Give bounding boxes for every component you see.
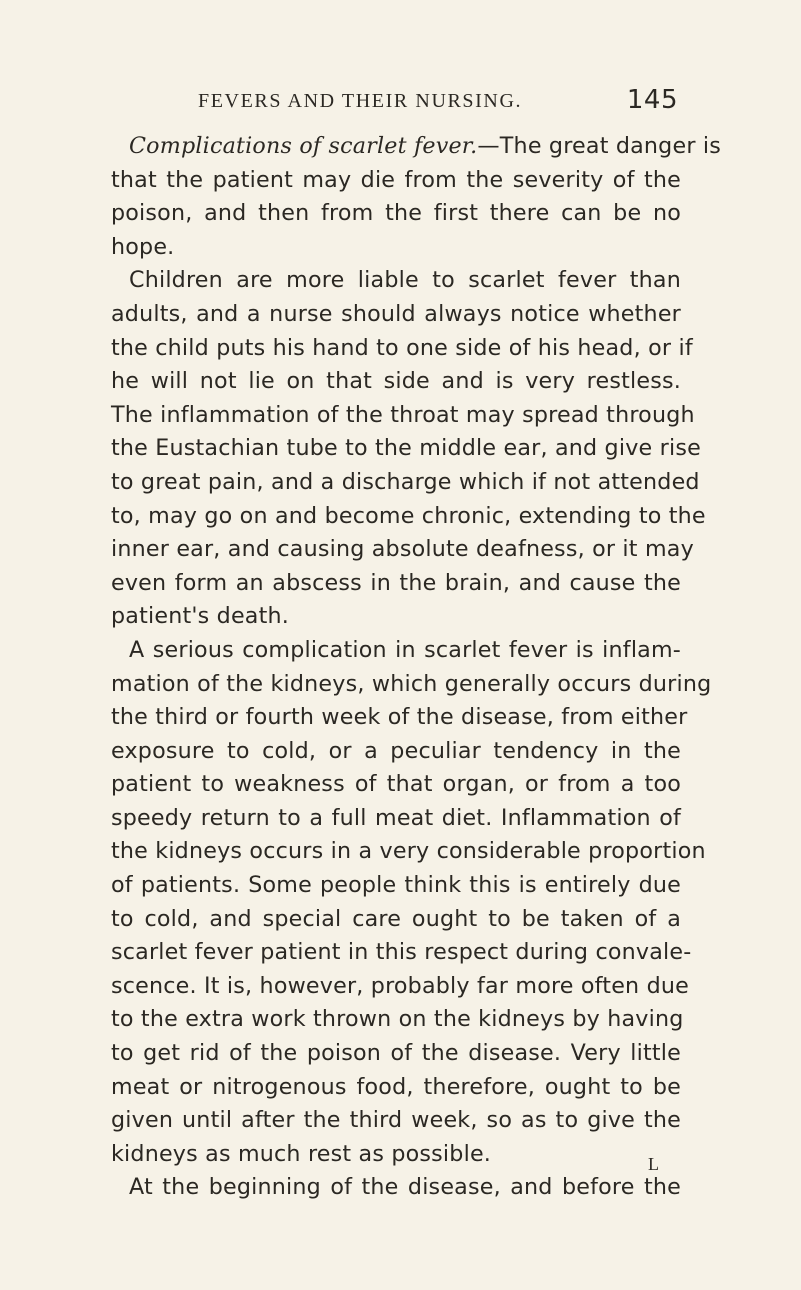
text-line: poison, and then from the first there can be no: [111, 200, 681, 227]
text-line: that the patient may die from the severity of the: [111, 166, 681, 193]
section-heading: Complications of scarlet fever.: [129, 133, 478, 159]
text-line: The inflammation of the throat may spread through: [111, 401, 695, 428]
text-line: to cold, and special care ought to be taken of a: [111, 905, 681, 932]
text-line: inner ear, and causing absolute deafness, or it may: [111, 536, 694, 563]
body-text: [111, 130, 722, 1205]
text-fragment: —The great danger is: [477, 133, 722, 159]
text-line: patient to weakness of that organ, or from a too: [111, 771, 681, 798]
text-line: to great pain, and a discharge which if not attended: [111, 468, 700, 495]
text-line: patient's death.: [111, 603, 290, 630]
text-line: the Eustachian tube to the middle ear, and give rise: [111, 435, 701, 462]
page-number: 145: [626, 85, 678, 115]
text-line: to the extra work thrown on the kidneys by having: [111, 1006, 684, 1033]
text-line: [111, 130, 722, 164]
text-line: At the beginning of the disease, and before the: [129, 1174, 681, 1201]
text-line: he will not lie on that side and is very restless.: [111, 368, 681, 395]
text-line: the child puts his hand to one side of his head, or if: [111, 334, 693, 361]
text-line: even form an abscess in the brain, and cause the: [111, 569, 681, 596]
text-line: Children are more liable to scarlet fever than: [129, 267, 681, 294]
text-line: exposure to cold, or a peculiar tendency in the: [111, 737, 681, 764]
text-line: to get rid of the poison of the disease. Very little: [111, 1040, 681, 1067]
running-title: FEVERS AND THEIR NURSING.: [198, 90, 523, 112]
text-line: hope.: [111, 233, 175, 260]
text-line: kidneys as much rest as possible.: [111, 1140, 492, 1167]
text-line: mation of the kidneys, which generally occurs during: [111, 670, 712, 697]
text-line: given until after the third week, so as to give the: [111, 1107, 681, 1134]
text-line: speedy return to a full meat diet. Inflammation of: [111, 804, 681, 831]
text-line: meat or nitrogenous food, therefore, ought to be: [111, 1073, 681, 1100]
page-header: [198, 85, 678, 122]
text-line: the third or fourth week of the disease, from either: [111, 704, 688, 731]
text-line: scarlet fever patient in this respect during convale-: [111, 939, 692, 966]
signature-mark: L: [648, 1154, 660, 1174]
text-line: the kidneys occurs in a very considerable proportion: [111, 838, 706, 865]
text-line: of patients. Some people think this is entirely due: [111, 872, 681, 899]
text-line: scence. It is, however, probably far more often due: [111, 972, 689, 999]
text-line: A serious complication in scarlet fever is inflam-: [129, 636, 681, 663]
text-line: adults, and a nurse should always notice whether: [111, 300, 681, 327]
text-line: to, may go on and become chronic, extending to the: [111, 502, 706, 529]
